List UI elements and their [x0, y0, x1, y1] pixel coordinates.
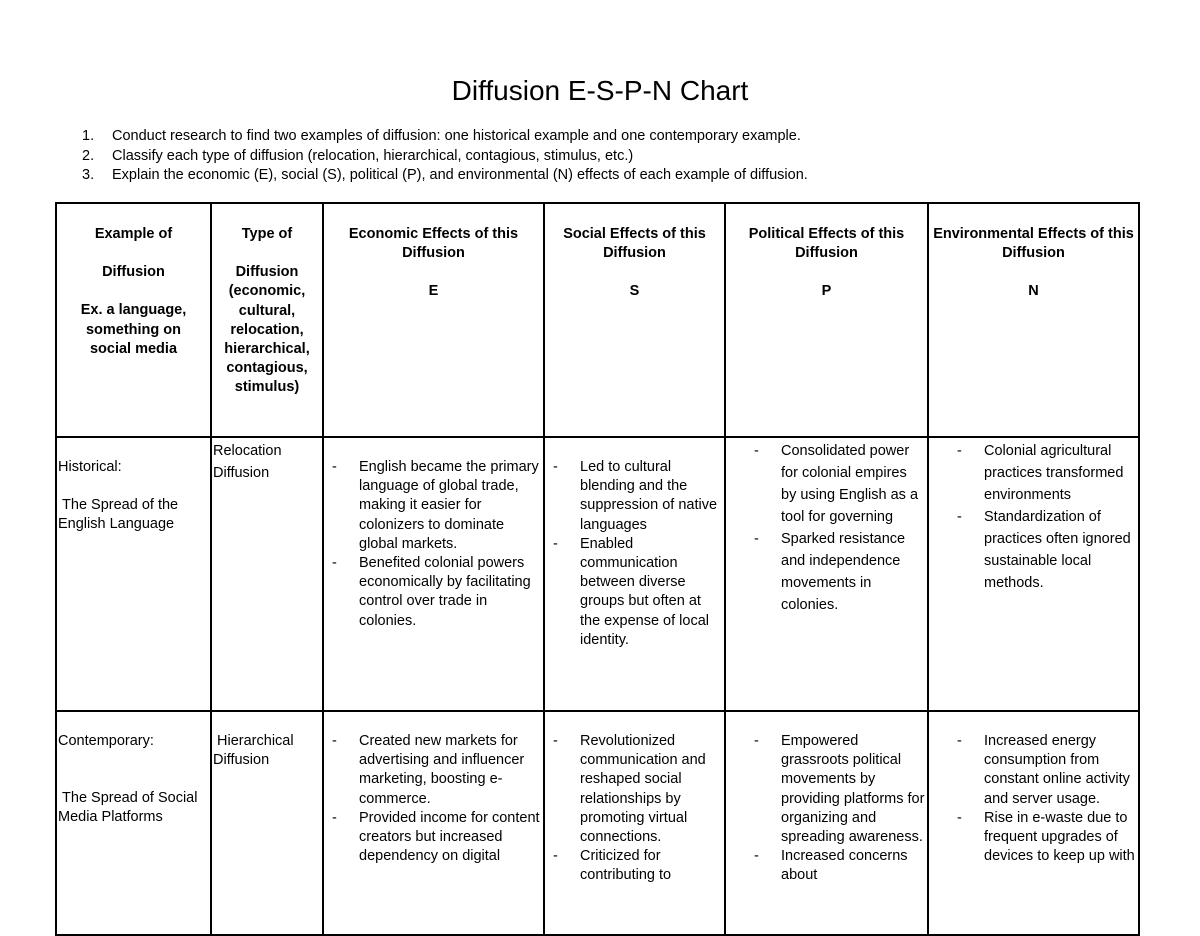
instructions-list — [82, 127, 808, 186]
header-political — [725, 203, 928, 437]
list-item: - Colonial agricultural practices transformed environments — [949, 440, 1136, 506]
header-row — [56, 203, 1139, 437]
environmental-effects-list — [949, 732, 1136, 866]
instruction-number: 1. — [82, 128, 95, 144]
political-effects-list — [746, 440, 925, 616]
example-name: The Spread of the English Language — [58, 497, 183, 533]
header-environmental — [928, 203, 1139, 437]
environmental-cell — [928, 711, 1139, 935]
header-example-line1: Example of — [94, 226, 173, 242]
list-item: - Benefited colonial powers economically by facilitating control over trade in colonies. — [324, 554, 541, 631]
economic-cell — [323, 711, 544, 935]
social-cell — [544, 711, 725, 935]
social-cell — [544, 437, 725, 711]
list-item: - Led to cultural blending and the suppression of native languages — [545, 458, 722, 535]
list-item: - Revolutionized communication and reshaped social relationships by promoting virtual connections. — [545, 732, 722, 847]
header-type-line1: Type of — [241, 226, 293, 242]
table-row — [56, 711, 1139, 935]
economic-effects-list — [324, 458, 541, 631]
list-item: - Rise in e-waste due to frequent upgrades of devices to keep up with — [949, 809, 1136, 867]
type-cell — [211, 711, 323, 935]
political-cell — [725, 437, 928, 711]
social-effects-list — [545, 732, 722, 886]
example-label: Historical: — [58, 459, 122, 475]
list-item: - Increased concerns about — [746, 847, 925, 885]
espn-chart-table — [55, 202, 1140, 936]
type-text: Relocation Diffusion — [213, 443, 282, 481]
header-environmental-title: Environmental Effects of this Diffusion — [933, 226, 1134, 262]
list-item: - Empowered grassroots political movements by providing platforms for organizing and spreading awareness. — [746, 732, 925, 847]
list-item: - Standardization of practices often ignored sustainable local methods. — [949, 506, 1136, 594]
instruction-item — [82, 166, 808, 186]
table-row — [56, 437, 1139, 711]
list-item: - Provided income for content creators but increased dependency on digital — [324, 809, 541, 867]
list-item: - English became the primary language of global trade, making it easier for colonizers to dominate global markets. — [324, 458, 541, 554]
political-cell — [725, 711, 928, 935]
instruction-text: Explain the economic (E), social (S), political (P), and environmental (N) effects of each example of diffusion. — [112, 167, 808, 183]
economic-cell — [323, 437, 544, 711]
header-example-line3: Ex. a language, something on social media — [80, 302, 187, 357]
header-economic-title: Economic Effects of this Diffusion — [348, 226, 519, 262]
header-economic-letter: E — [428, 283, 439, 300]
header-environmental-letter: N — [1028, 283, 1039, 300]
economic-effects-list — [324, 732, 541, 866]
type-cell — [211, 437, 323, 711]
example-cell — [56, 437, 211, 711]
page-title: Diffusion E-S-P-N Chart — [451, 75, 749, 106]
example-cell — [56, 711, 211, 935]
header-social-title: Social Effects of this Diffusion — [563, 226, 706, 262]
environmental-cell — [928, 437, 1139, 711]
instruction-item — [82, 147, 808, 167]
political-effects-list — [746, 732, 925, 886]
instruction-item — [82, 127, 808, 147]
instruction-text: Classify each type of diffusion (relocation, hierarchical, contagious, stimulus, etc.) — [112, 147, 634, 164]
list-item: - Sparked resistance and independence movements in colonies. — [746, 528, 925, 616]
example-label: Contemporary: — [58, 733, 154, 749]
example-name: The Spread of Social Media Platforms — [58, 790, 202, 826]
header-type-line2: Diffusion (economic, cultural, relocation, hierarchical, contagious, stimulus) — [224, 264, 310, 396]
instruction-number: 2. — [82, 147, 95, 164]
list-item: - Created new markets for advertising and influencer marketing, boosting e-commerce. — [324, 732, 541, 809]
type-text: Hierarchical Diffusion — [213, 733, 298, 769]
environmental-effects-list — [949, 440, 1136, 594]
list-item: - Increased energy consumption from constant online activity and server usage. — [949, 732, 1136, 809]
list-item: - Criticized for contributing to — [545, 847, 722, 885]
instruction-number: 3. — [82, 167, 95, 183]
header-type — [211, 203, 323, 437]
header-political-letter: P — [821, 283, 832, 300]
social-effects-list — [545, 458, 722, 650]
header-example-line2: Diffusion — [102, 264, 165, 281]
header-social-letter: S — [629, 283, 640, 300]
instruction-text: Conduct research to find two examples of diffusion: one historical example and one contemporary example. — [112, 128, 801, 144]
header-example — [56, 203, 211, 437]
header-social — [544, 203, 725, 437]
header-economic — [323, 203, 544, 437]
list-item: - Enabled communication between diverse groups but often at the expense of local identity. — [545, 535, 722, 650]
header-political-title: Political Effects of this Diffusion — [748, 226, 905, 262]
list-item: - Consolidated power for colonial empires by using English as a tool for governing — [746, 440, 925, 528]
